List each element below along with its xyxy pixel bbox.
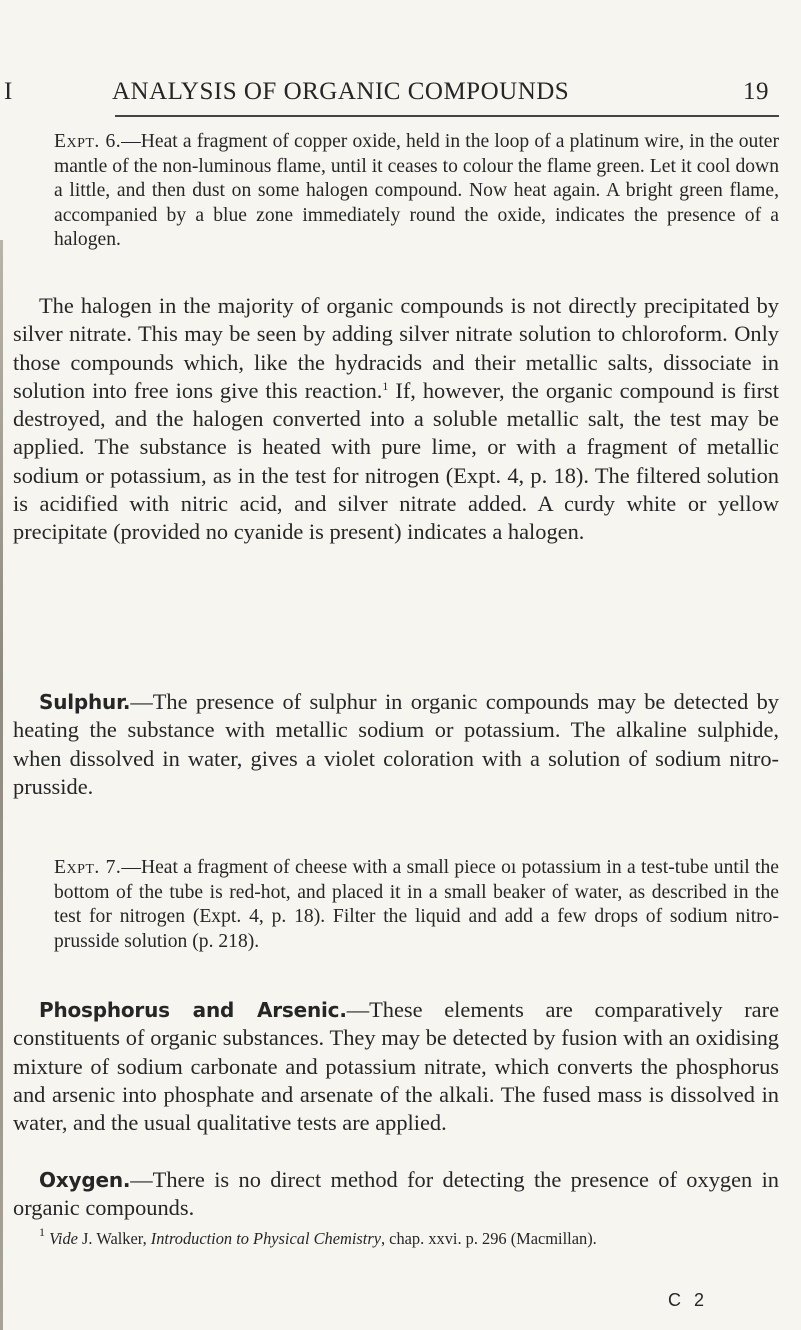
chapter-title: ANALYSIS OF ORGANIC COMPOUNDS	[112, 78, 570, 105]
experiment-6-label: Expt. 6.	[54, 131, 122, 152]
footnote-author: J. Walker,	[77, 1229, 151, 1248]
experiment-6	[54, 130, 779, 253]
sulphur-heading: Sulphur.	[39, 690, 131, 714]
chapter-number: I	[4, 78, 13, 105]
page-number: 19	[743, 78, 769, 105]
experiment-7-text: —Heat a fragment of cheese with a small piece oı potassium in a test-tube until the bottom of the tube is red-hot, and placed it in a small beaker of water, as described in the test for nitrogen (Expt. 4, p. 18). Filter the liquid and add a few drops of sodium nitro-prusside solution (p. 218).	[54, 857, 779, 952]
oxygen-paragraph	[13, 1166, 779, 1223]
footnote-book-title: Introduction to Physical Chemistry	[150, 1229, 381, 1248]
halogen-text-1: The halogen in the majority of organic compounds is not directly precipitated by silver nitrate. This may be seen by adding silver nitrate solution to chloroform. Only those compounds which, like the hydracids and their metallic salts, dissociate in solution into free ions give this reaction.	[13, 293, 779, 403]
footnote	[13, 1225, 779, 1249]
experiment-6-text: —Heat a fragment of copper oxide, held in the loop of a platinum wire, in the outer mantle of the non-luminous flame, until it ceases to colour the flame green. Let it cool down a little, and then dust on some halogen compound. Now heat again. A bright green flame, accompanied by a blue zone immediately round the oxide, indicates the presence of a halogen.	[54, 131, 779, 251]
oxygen-heading: Oxygen.	[39, 1168, 131, 1192]
header-rule	[115, 115, 779, 117]
footnote-reference: 1	[382, 378, 389, 393]
running-head	[0, 78, 801, 108]
phosphorus-text: —These elements are comparatively rare constituents of organic substances. They may be detected by fusion with an oxidising mixture of sodium carbonate and potassium nitrate, which converts the phosphorus and arsenic into phosphate and arsenate of the alkali. The fused mass is dissolved in water, and the usual qualitative tests are applied.	[13, 997, 780, 1136]
page-edge-shadow	[0, 240, 3, 1330]
footnote-vide: Vide	[49, 1229, 78, 1248]
phosphorus-heading: Phosphorus and Arsenic.	[39, 998, 347, 1022]
oxygen-text: —There is no direct method for detecting the presence of oxygen in organic compounds.	[13, 1167, 779, 1221]
experiment-7-label: Expt. 7.	[54, 857, 122, 878]
experiment-7	[54, 856, 779, 954]
sulphur-paragraph	[13, 688, 779, 801]
sulphur-text: —The presence of sulphur in organic compounds may be detected by heating the substance with metallic sodium or potassium. The alkaline sulphide, when dissolved in water, gives a violet coloration with a solution of sodium nitro-prusside.	[13, 689, 779, 799]
halogen-text-2: If, however, the organic compound is first destroyed, and the halogen converted into a soluble metallic salt, the test may be applied. The substance is heated with pure lime, or with a fragment of metallic sodium or potassium, as in the test for nitrogen (Expt. 4, p. 18). The filtered solution is acidified with nitric acid, and silver nitrate added. A curdy white or yellow precipitate (provided no cyanide is present) indicates a halogen.	[13, 377, 779, 545]
halogen-paragraph	[13, 292, 779, 547]
phosphorus-paragraph	[13, 996, 779, 1137]
footnote-details: , chap. xxvi. p. 296 (Macmillan).	[380, 1229, 597, 1248]
signature-mark: C 2	[668, 1290, 709, 1310]
footnote-marker: 1	[39, 1225, 45, 1239]
